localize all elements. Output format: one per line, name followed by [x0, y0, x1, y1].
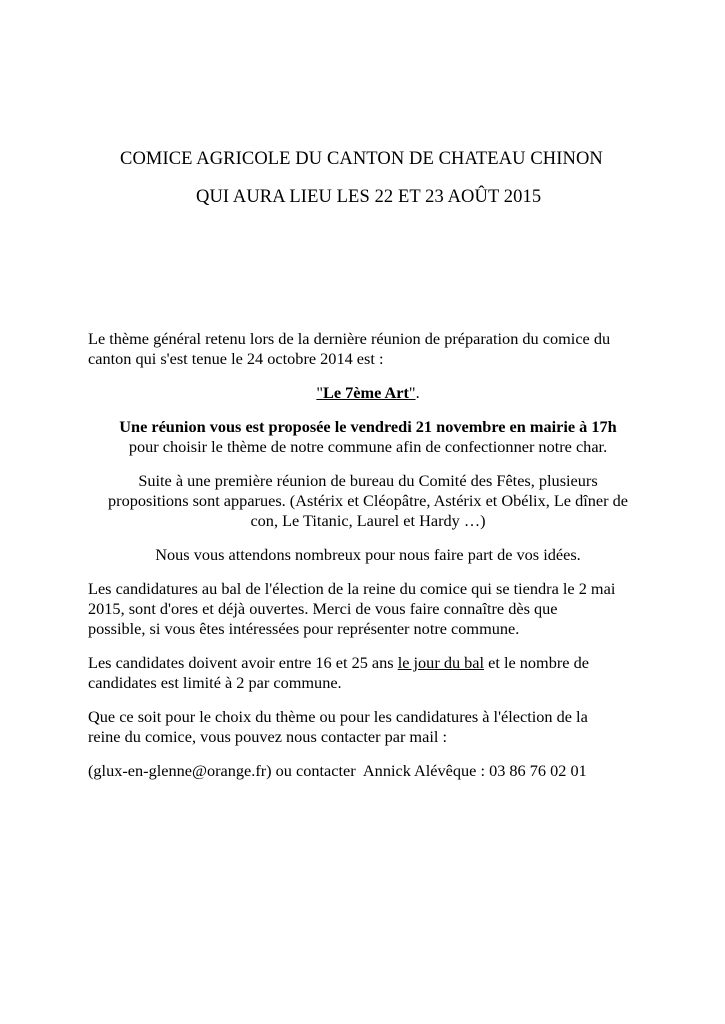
meeting-headline: Une réunion vous est proposée le vendredi 21 novembre en mairie à 17h [119, 417, 617, 436]
proposals-line-3: con, Le Titanic, Laurel et Hardy …) [250, 511, 486, 530]
candidatures-line-2: 2015, sont d'ores et déjà ouvertes. Merci de vous faire connaître dès que [88, 599, 558, 618]
theme-name: Le 7ème Art [323, 383, 409, 402]
contact-paragraph [88, 761, 648, 781]
document-title-line-2: QUI AURA LIEU LES 22 ET 23 AOÛT 2015 [196, 187, 542, 207]
conditions-text-before: Les candidates doivent avoir entre 16 et 25 ans [88, 653, 398, 672]
candidatures-line-1: Les candidatures au bal de l'élection de la reine du comice qui se tiendra le 2 mai [88, 579, 616, 598]
contact-intro-line-2: reine du comice, vous pouvez nous contacter par mail : [88, 727, 447, 746]
theme-underlined [316, 383, 415, 402]
conditions-line-1 [88, 653, 589, 672]
theme-quote-close: " [408, 383, 416, 402]
document-title-line-1: COMICE AGRICOLE DU CANTON DE CHATEAU CHINON [120, 149, 603, 169]
intro-line-2: canton qui s'est tenue le 24 octobre 2014 est : [88, 349, 384, 368]
meeting-detail: pour choisir le thème de notre commune afin de confectionner notre char. [128, 437, 608, 456]
theme-line [88, 383, 648, 403]
contact-intro-paragraph [88, 707, 648, 747]
conditions-line-2: candidates est limité à 2 par commune. [88, 673, 342, 692]
document-body [88, 329, 648, 781]
proposals-line-2: propositions sont apparues. (Astérix et Cléopâtre, Astérix et Obélix, Le dîner de [108, 491, 628, 510]
meeting-paragraph [88, 417, 648, 457]
conditions-text-after: et le nombre de [484, 653, 589, 672]
conditions-underlined-text: le jour du bal [397, 653, 485, 672]
intro-line-1: Le thème général retenu lors de la dernière réunion de préparation du comice du [88, 329, 611, 348]
contact-line: (glux-en-glenne@orange.fr) ou contacter Annick Alévêque : 03 86 76 02 01 [88, 761, 587, 780]
conditions-paragraph [88, 653, 648, 693]
theme-period: . [415, 383, 420, 402]
candidatures-line-3: possible, si vous êtes intéressées pour représenter notre commune. [88, 619, 520, 638]
candidatures-paragraph [88, 579, 648, 639]
proposals-line-1: Suite à une première réunion de bureau du Comité des Fêtes, plusieurs [138, 471, 598, 490]
contact-intro-line-1: Que ce soit pour le choix du thème ou pour les candidatures à l'élection de la [88, 707, 588, 726]
proposals-paragraph [88, 471, 648, 531]
invite-paragraph: Nous vous attendons nombreux pour nous faire part de vos idées. [155, 545, 581, 564]
theme-quote-open: " [316, 383, 324, 402]
intro-paragraph [88, 329, 648, 369]
